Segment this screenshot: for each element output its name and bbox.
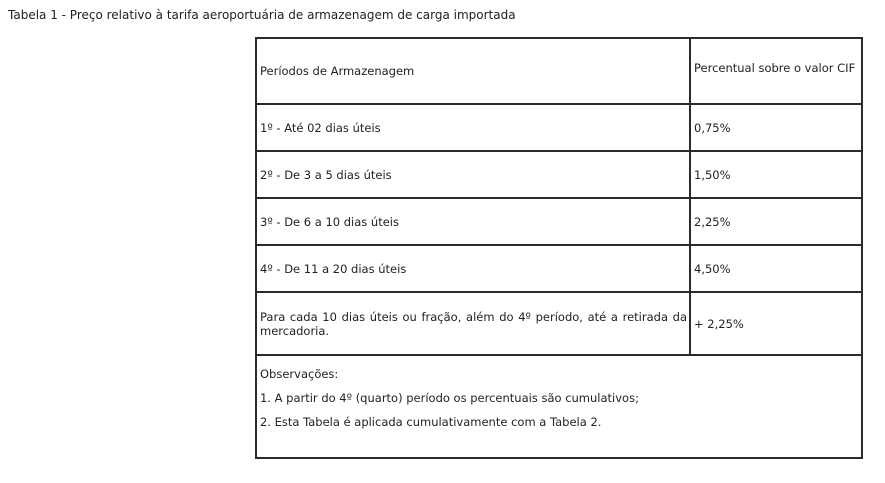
- table-row: [256, 292, 862, 355]
- percent-cell: 4,50%: [690, 245, 862, 292]
- notes-block: [260, 356, 859, 429]
- period-cell: Para cada 10 dias úteis ou fração, além do 4º período, até a retirada da mercadoria.: [256, 292, 690, 355]
- notes-row: [256, 355, 862, 458]
- period-cell: 1º - Até 02 dias úteis: [256, 104, 690, 151]
- percent-cell: 1,50%: [690, 151, 862, 198]
- notes-cell: [256, 355, 862, 458]
- notes-title: Observações:: [260, 367, 339, 381]
- percent-cell: 0,75%: [690, 104, 862, 151]
- period-cell: 2º - De 3 a 5 dias úteis: [256, 151, 690, 198]
- table-row: [256, 104, 862, 151]
- note-item: 2. Esta Tabela é aplicada cumulativamente com a Tabela 2.: [260, 415, 602, 429]
- table-row: [256, 151, 862, 198]
- table-header-row: [256, 38, 862, 104]
- period-cell: 4º - De 11 a 20 dias úteis: [256, 245, 690, 292]
- period-cell: 3º - De 6 a 10 dias úteis: [256, 198, 690, 245]
- table-row: [256, 198, 862, 245]
- header-percent: [690, 38, 862, 104]
- storage-tariff-table: [255, 37, 863, 459]
- note-item: 1. A partir do 4º (quarto) período os percentuais são cumulativos;: [260, 391, 639, 405]
- percent-cell: 2,25%: [690, 198, 862, 245]
- percent-cell: + 2,25%: [690, 292, 862, 355]
- table-caption: Tabela 1 - Preço relativo à tarifa aeroportuária de armazenagem de carga importada: [8, 8, 516, 22]
- table-row: [256, 245, 862, 292]
- header-percent-label: Percentual sobre o valor CIF: [694, 61, 856, 75]
- header-periods: Períodos de Armazenagem: [256, 38, 690, 104]
